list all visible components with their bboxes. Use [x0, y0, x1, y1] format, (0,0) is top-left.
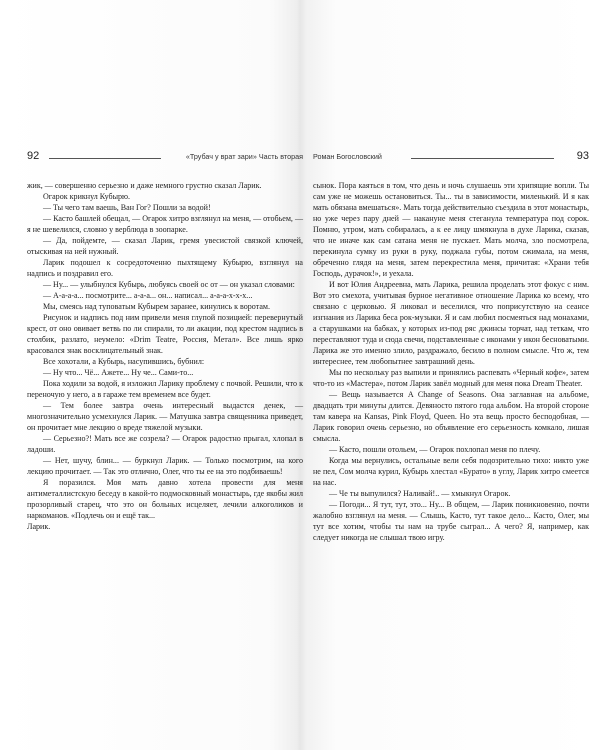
- paragraph: Все хохотали, а Кубырь, насупившись, бубнил:: [43, 357, 205, 366]
- paragraph: Мы по нескольку раз выпили и принялись распевать «Черный кофе», затем что-то из «Мастера», потом Ларик завёл модный для меня пока Dream Theater.: [313, 368, 589, 388]
- right-page-number: 93: [576, 150, 589, 162]
- paragraph: Рисунок и надпись под ним привели меня глупой позицией: перевернутый крест, от оно овивает ветвь по ли спирали, то ли акации, под крестом надпись в столбик, разлато, неумело: «Drim Teatre, Россия, Метал». Все лишь ярко красовался знак восклицательный знак.: [27, 313, 303, 355]
- paragraph: — Че ты выпулился? Наливай!.. — хмыкнул Огарок.: [329, 489, 511, 498]
- paragraph: — А-а-а-а... посмотрите... а-а-а... он... написал... а-а-а-х-х-х...: [43, 291, 253, 300]
- paragraph: — Серьезно?! Мать все же созрела? — Огарок радостно прыгал, хлопал в ладоши.: [27, 434, 303, 454]
- paragraph: — Ну что... Чё... Ажете... Ну че... Сами-то...: [43, 368, 194, 377]
- paragraph: — Нет, шучу, блин... — буркнул Ларик. — Только посмотрим, на кого лекцию прочитает. — Так это отлично, Олег, что ты ее на это подбиваешь!: [27, 456, 303, 476]
- right-body-text: [313, 180, 589, 543]
- paragraph: — Касто, пошли отольем, — Огарок похлопал меня по плечу.: [329, 445, 541, 454]
- paragraph: Огарок крикнул Кубырю.: [43, 192, 131, 201]
- left-page-number: 92: [27, 150, 40, 162]
- right-running-head: [313, 150, 589, 166]
- left-running-head: [27, 150, 303, 166]
- paragraph: И вот Юлия Андреевна, мать Ларика, решила проделать этот фокус с ним. Вот это смехота, учитывая бурное негативное отношение Ларика ко всему, что связано с церковью. Я ликовал и веселился, что поприсутствую на сеансе изгнания из Ларика беса рок-музыки. Я и сам любил посмеяться над монахами, а старушками на бабках, у которых из-под ряс джинсы торчат, над теткам, что переставляют туда и сюда свечи, подставленные с иконами у икон бесноватыми. Ларика же это именно злило, раздражало, бесило в полном смысле. Что ж, тем интереснее, тем любопытнее завтрашний день.: [313, 280, 589, 366]
- paragraph: Ларик.: [27, 522, 51, 531]
- left-header-rule: [49, 158, 161, 159]
- left-body-text: [27, 180, 303, 532]
- left-page: [27, 150, 303, 532]
- paragraph: — Да, пойдемте, — сказал Ларик, гремя увесистой связкой ключей, отыскивая на ней нужный.: [27, 236, 303, 256]
- paragraph: — Касто башлей обещал, — Огарок хитро взглянул на меня, — отобьем, — я не шевелился, словно у верблюда в зоопарке.: [27, 214, 303, 234]
- paragraph: Пока ходили за водой, я изложил Ларику проблему с почвой. Решили, что к переночую у него, а в гараже тем временем все будет.: [27, 379, 303, 399]
- paragraph: Ларик подошел к сосредоточенно пыхтящему Кубырю, взглянул на надпись и поздравил его.: [27, 258, 303, 278]
- right-page: [313, 150, 589, 543]
- right-running-head-title: Роман Богословский: [313, 152, 382, 161]
- right-header-rule: [411, 158, 554, 159]
- paragraph: — Тем более завтра очень интересный выдастся денек, — многозначительно усмехнулся Ларик. — Матушка завтра священника приведет, он прочитает мне лекцию о вреде тяжелой музыки.: [27, 401, 303, 432]
- left-running-head-title: «Трубач у врат зари» Часть вторая: [185, 152, 303, 161]
- paragraph: Когда мы вернулись, остальные вели себя подозрительно тихо: никто уже не пел, Сом молча курил, Кубырь хлестал «Бурато» в углу, Ларик хитро смеется на нас.: [313, 456, 589, 487]
- paragraph: Я поразился. Моя мать давно хотела провести для меня антиметаллистскую беседу в какой-то подмосковный монастырь, где якобы жил прозорливый старец, что это он больных исцеляет, лечили алкоголиков и наркоманов. «Подлечь он и ещё так...: [27, 478, 303, 520]
- paragraph: — Ты чего там ваешь, Ван Гог? Пошли за водой!: [43, 203, 211, 212]
- paragraph: жик, — совершенно серьезно и даже немного грустно сказал Ларик.: [27, 181, 262, 190]
- paragraph: сынок. Пора каяться в том, что день и ночь слушаешь эти хрипящие вопли. Ты сам уже не можешь остановиться. Ты... ты в зависимости, миленький. И я как мать обязана вмешаться». Мать тогда действительно съездила в этот монастырь, но уже через пару дней — накануне меня стеганула температура под сорок. Помню, утром, мать собиралась, а к ее лицу шмякнула в духе Ларика, сказав, что не иначе как сам сатана меня не пускает. Мать молча, зло посмотрела, перекинула сумку из руки в руку, поджала губы, потом сжимала, на меня, обреченно глядя на меня, затем перекрестила меня, причитая: «Храни тебя Господь, дурачок!», и уехала.: [313, 181, 590, 278]
- paragraph: — Погоди... Я тут, тут, это... Ну... В общем, — Ларик поникновенно, почти жалобно взглянул на меня. — Слышь, Касто, тут такое дело... Касто, Олег, мы тут все хотим, чтобы ты нам на трубе сыграл... А чего? Я, например, как следует никогда не слышал твою игру.: [313, 500, 589, 542]
- paragraph: Мы, смеясь над туповатым Кубырем заранее, кинулись к воротам.: [43, 302, 270, 311]
- paragraph: — Ну... — улыбнулся Кубырь, любуясь своей ос от — он указал словами:: [43, 280, 295, 289]
- paragraph: — Вещь называется A Change of Seasons. Она заглавная на альбоме, двадцать три минуты длится. Девяносто пятого года альбом. На второй стороне там кавера на Kansas, Pink Floyd, Queen. Но эта вещь просто бесподобная, — Ларик говорил очень серьезно, но объявление его серьезность комкало, лишая смысла.: [313, 390, 589, 443]
